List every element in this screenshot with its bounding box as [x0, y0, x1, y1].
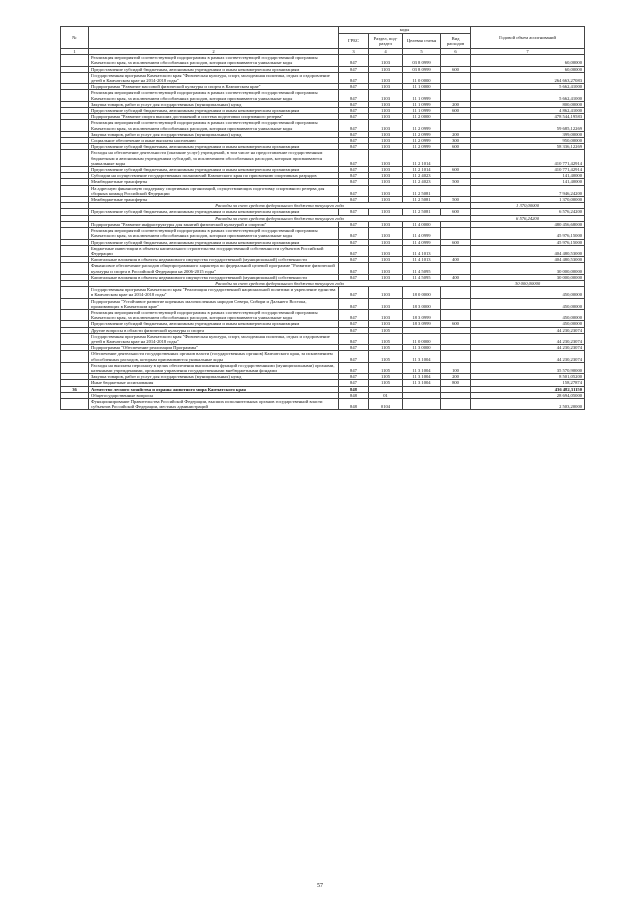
section-code: 1103: [369, 263, 403, 274]
amount-cell: 5 662,41000: [471, 90, 585, 101]
expense-type-code: 200: [441, 101, 471, 107]
target-code: 11 0 0000: [403, 333, 441, 344]
row-number: [61, 228, 89, 239]
item-name: Реализация мероприятий соответствующей подпрограммы в рамках соответствующей государственной программы Камчатского края, за исключением обособленных расходов, которым присваиваются уникальные коды: [89, 228, 339, 239]
target-code: 18 3 0999: [403, 321, 441, 327]
section-code: 1103: [369, 321, 403, 327]
expense-type-code: [441, 150, 471, 167]
target-code: 11 4 0999: [403, 228, 441, 239]
section-code: 1105: [369, 362, 403, 373]
grbs-code: 847: [339, 298, 369, 309]
target-code: 11 1 0999: [403, 108, 441, 114]
target-code: 11 0 0000: [403, 72, 441, 83]
target-code: 11 3 1004: [403, 362, 441, 373]
table-row: [61, 55, 585, 66]
expense-type-code: [441, 228, 471, 239]
grbs-code: 847: [339, 380, 369, 386]
expense-type-code: [441, 245, 471, 256]
grbs-code: 847: [339, 263, 369, 274]
section-code: 1105: [369, 327, 403, 333]
amount-cell: 141,40000: [471, 173, 585, 179]
target-code: 11 2 4023: [403, 179, 441, 185]
row-number: [61, 120, 89, 131]
section-code: 1103: [369, 298, 403, 309]
column-index-1: 1: [61, 49, 89, 55]
amount-cell: 450,00000: [471, 298, 585, 309]
header-vr: Вид расходов: [441, 34, 471, 49]
amount-cell: 6 576,24200: [471, 215, 585, 221]
amount-cell: 950,00000: [471, 138, 585, 144]
section-code: 1103: [369, 287, 403, 298]
amount-cell: 1 370,00000: [471, 203, 585, 209]
grbs-code: 847: [339, 345, 369, 351]
item-name: Предоставление субсидий бюджетным, автономным учреждениям и иным некоммерческим организациям: [89, 239, 339, 245]
item-name: Предоставление субсидий бюджетным, автономным учреждениям и иным некоммерческим организациям: [89, 321, 339, 327]
grbs-code: 847: [339, 173, 369, 179]
item-name: Закупка товаров, работ и услуг для государственных (муниципальных) нужд: [89, 374, 339, 380]
expense-type-code: [441, 72, 471, 83]
amount-cell: 44 230,23074: [471, 345, 585, 351]
expense-type-code: 200: [441, 131, 471, 137]
row-number: [61, 185, 89, 196]
target-code: 11 3 1004: [403, 374, 441, 380]
row-number: [61, 245, 89, 256]
item-name: Подпрограмма "Развитие массовой физической культуры и спорта в Камчатском крае": [89, 84, 339, 90]
section-code: 1103: [369, 84, 403, 90]
expense-type-code: 200: [441, 374, 471, 380]
amount-cell: 35 570,90000: [471, 362, 585, 373]
target-code: 03 8 0999: [403, 55, 441, 66]
item-name: Государственная программа Камчатского края "Реализация государственной национальной политики и укрепление единства в Камчатском крае на 2014-2018 годы": [89, 287, 339, 298]
amount-cell: 450,00000: [471, 309, 585, 320]
column-index-2: 2: [89, 49, 339, 55]
row-number: [61, 298, 89, 309]
table-row: [61, 398, 585, 409]
row-number: [61, 309, 89, 320]
grbs-code: 847: [339, 138, 369, 144]
note-text: Расходы за счет средств федерального бюджета текущего года: [89, 215, 471, 221]
expense-type-code: [441, 55, 471, 66]
expense-type-code: [441, 263, 471, 274]
amount-cell: 8 501,05200: [471, 374, 585, 380]
item-name: Государственная программа Камчатского края "Физическая культура, спорт, молодежная политика, отдых и оздоровление детей в Камчатском крае на 2014-2018 годы": [89, 72, 339, 83]
item-name: Расходы на выплаты персоналу в целях обеспечения выполнения функций государственными (муниципальными) органами, казенными учреждениями, органами управления государственными внебюджетными фондами: [89, 362, 339, 373]
expense-type-code: 600: [441, 108, 471, 114]
row-number: [61, 398, 89, 409]
item-name: Межбюджетные трансферты: [89, 179, 339, 185]
grbs-code: 847: [339, 321, 369, 327]
column-index-4: 4: [369, 49, 403, 55]
section-code: 1103: [369, 274, 403, 280]
expense-type-code: [441, 90, 471, 101]
target-code: 11 1 0999: [403, 90, 441, 101]
table-row: [61, 72, 585, 83]
expense-type-code: 500: [441, 179, 471, 185]
grbs-code: 847: [339, 351, 369, 362]
header-target: Целевая статья: [403, 34, 441, 49]
item-name: Предоставление субсидий бюджетным, автономным учреждениям и иным некоммерческим организациям: [89, 108, 339, 114]
item-name: Иные бюджетные ассигнования: [89, 380, 339, 386]
expense-type-code: 500: [441, 197, 471, 203]
amount-cell: 450,00000: [471, 321, 585, 327]
expense-type-code: [441, 298, 471, 309]
grbs-code: 847: [339, 228, 369, 239]
item-name: Финансовое обеспечение расходов общепрограммного характера по федеральной целевой программе "Развитие физической культуры и спорта в Российской Федерации на 2006-2015 годы": [89, 263, 339, 274]
item-name: Капитальные вложения в объекты недвижимого имущества государственной (муниципальной) собственности: [89, 257, 339, 263]
section-code: 1103: [369, 245, 403, 256]
row-number: [61, 72, 89, 83]
target-code: 11 3 1004: [403, 380, 441, 386]
header-name: [89, 27, 339, 49]
item-name: Капитальные вложения в объекты недвижимого имущества государственной (муниципальной) собственности: [89, 274, 339, 280]
amount-cell: 264 663,27083: [471, 72, 585, 83]
target-code: 11 2 5081: [403, 209, 441, 215]
section-code: 1103: [369, 108, 403, 114]
amount-cell: 30 000,00000: [471, 274, 585, 280]
table-row: [61, 228, 585, 239]
item-name: Предоставление субсидий бюджетным, автономным учреждениям и иным некоммерческим организациям: [89, 209, 339, 215]
table-header: [61, 27, 585, 55]
amount-cell: 478 544,19583: [471, 114, 585, 120]
item-name: Подпрограмма "Устойчивое развитие коренных малочисленных народов Севера, Сибири и Дальнего Востока, проживающих в Камчатском крае": [89, 298, 339, 309]
note-text: Расходы за счет средств федерального бюджета текущего года: [89, 280, 471, 286]
target-code: 11 2 5081: [403, 185, 441, 196]
item-name: Обеспечение деятельности государственных органов власти (государственных органов) Камчатского края, за исключением обособленных расходов, которым присваиваются уникальные коды: [89, 351, 339, 362]
amount-cell: 158,27874: [471, 380, 585, 386]
section-code: 1103: [369, 167, 403, 173]
section-code: 0104: [369, 398, 403, 409]
item-name: Подпрограмма "Обеспечение реализации Программы": [89, 345, 339, 351]
budget-table-page: [60, 26, 584, 410]
expense-type-code: [441, 309, 471, 320]
section-code: 1103: [369, 101, 403, 107]
section-code: 1103: [369, 221, 403, 227]
amount-cell: 1 370,00000: [471, 197, 585, 203]
expense-type-code: 600: [441, 209, 471, 215]
expense-type-code: [441, 398, 471, 409]
grbs-code: 847: [339, 362, 369, 373]
target-code: [403, 398, 441, 409]
grbs-code: 847: [339, 333, 369, 344]
header-section: Раздел, под-раздел: [369, 34, 403, 49]
amount-cell: 30 000,00000: [471, 280, 585, 286]
target-code: 11 1 0000: [403, 84, 441, 90]
section-code: 1103: [369, 120, 403, 131]
expense-type-code: 300: [441, 138, 471, 144]
item-name: Реализация мероприятий соответствующей подпрограммы в рамках соответствующей государственной программы Камчатского края, за исключением обособленных расходов, которым присваиваются уникальные коды: [89, 120, 339, 131]
item-name: Социальное обеспечение и иные выплаты населению: [89, 138, 339, 144]
expense-type-code: [441, 351, 471, 362]
grbs-code: 847: [339, 84, 369, 90]
amount-cell: 60,00000: [471, 66, 585, 72]
header-amount: Годовой объем ассигнований: [471, 27, 585, 49]
budget-table: [60, 26, 585, 410]
target-code: 11 1 0999: [403, 101, 441, 107]
target-code: 18 0 0000: [403, 287, 441, 298]
grbs-code: 847: [339, 287, 369, 298]
row-number: [61, 55, 89, 66]
section-code: 1103: [369, 138, 403, 144]
grbs-code: 847: [339, 120, 369, 131]
section-code: 1105: [369, 374, 403, 380]
grbs-code: 847: [339, 209, 369, 215]
table-body: [61, 55, 585, 410]
column-index-3: 3: [339, 49, 369, 55]
amount-cell: 410 771,42914: [471, 150, 585, 167]
section-code: 1103: [369, 90, 403, 101]
amount-cell: 59 685,12269: [471, 120, 585, 131]
item-name: Закупка товаров, работ и услуг для государственных (муниципальных) нужд: [89, 131, 339, 137]
grbs-code: 847: [339, 131, 369, 137]
section-code: 1103: [369, 72, 403, 83]
target-code: 11 3 1004: [403, 351, 441, 362]
row-number: [61, 263, 89, 274]
item-name: Реализация мероприятий соответствующей подпрограммы в рамках соответствующей государственной программы Камчатского края, за исключением обособленных расходов, которым присваиваются уникальные коды: [89, 55, 339, 66]
table-row: [61, 263, 585, 274]
target-code: 18 3 0000: [403, 298, 441, 309]
expense-type-code: 600: [441, 239, 471, 245]
target-code: 11 2 5081: [403, 197, 441, 203]
table-row: [61, 245, 585, 256]
amount-cell: 44 230,23074: [471, 333, 585, 344]
amount-cell: 800,00000: [471, 101, 585, 107]
amount-cell: 44 230,23074: [471, 327, 585, 333]
row-number: [61, 287, 89, 298]
target-code: 11 4 5095: [403, 274, 441, 280]
target-code: 11 2 1014: [403, 150, 441, 167]
section-code: 1103: [369, 144, 403, 150]
expense-type-code: [441, 185, 471, 196]
grbs-code: 847: [339, 101, 369, 107]
amount-cell: 404 480,53000: [471, 257, 585, 263]
grbs-code: 847: [339, 327, 369, 333]
target-code: 03 8 0999: [403, 66, 441, 72]
target-code: 11 4 0000: [403, 221, 441, 227]
target-code: 11 3 0000: [403, 345, 441, 351]
item-name: Функционирование Правительства Российской Федерации, высших исполнительных органов государственной власти субъектов Российской Федерации, местных администраций: [89, 398, 339, 409]
section-code: 1103: [369, 66, 403, 72]
grbs-code: 847: [339, 114, 369, 120]
item-name: Расходы на обеспечение деятельности (оказание услуг) учреждений, в том числе на предоставление государственным бюджетным и автономным учреждениям субсидий, за исключением обособленных расходов, которым присваиваются уникальные коды: [89, 150, 339, 167]
note-text: Расходы за счет средств федерального бюджета текущего года: [89, 203, 471, 209]
section-code: 1105: [369, 380, 403, 386]
grbs-code: 847: [339, 72, 369, 83]
section-code: 1105: [369, 333, 403, 344]
grbs-code: 847: [339, 245, 369, 256]
amount-cell: 44 230,23074: [471, 351, 585, 362]
amount-cell: 436 482,31150: [471, 386, 585, 392]
amount-cell: 5 662,41000: [471, 84, 585, 90]
grbs-code: 847: [339, 108, 369, 114]
grbs-code: 847: [339, 150, 369, 167]
table-row: [61, 120, 585, 131]
item-name: Предоставление субсидий бюджетным, автономным учреждениям и иным некоммерческим организациям: [89, 66, 339, 72]
target-code: 11 2 0999: [403, 120, 441, 131]
table-row: [61, 362, 585, 373]
expense-type-code: 600: [441, 66, 471, 72]
amount-cell: 2 503,20000: [471, 398, 585, 409]
amount-cell: 7 946,24200: [471, 185, 585, 196]
amount-cell: 58 336,12269: [471, 144, 585, 150]
section-code: 1103: [369, 309, 403, 320]
section-code: 1105: [369, 351, 403, 362]
header-codes: коды: [339, 27, 471, 34]
expense-type-code: 600: [441, 321, 471, 327]
item-name: Бюджетные инвестиции в объекты капитального строительства государственной собственности субъектов Российской Федерации: [89, 245, 339, 256]
row-number: [61, 351, 89, 362]
item-name: Другие вопросы в области физической культуры и спорта: [89, 327, 339, 333]
amount-cell: 410 771,42914: [471, 167, 585, 173]
grbs-code: 848: [339, 386, 369, 392]
item-name: Закупка товаров, работ и услуг для государственных (муниципальных) нужд: [89, 101, 339, 107]
column-index-7: 7: [471, 49, 585, 55]
target-code: 11 2 0999: [403, 131, 441, 137]
grbs-code: 848: [339, 398, 369, 409]
section-code: 1103: [369, 150, 403, 167]
grbs-code: 847: [339, 309, 369, 320]
table-row: [61, 287, 585, 298]
amount-cell: 45 976,15000: [471, 228, 585, 239]
expense-type-code: [441, 333, 471, 344]
table-row: [61, 298, 585, 309]
amount-cell: 60,00000: [471, 55, 585, 66]
table-row: [61, 333, 585, 344]
item-name: Межбюджетные трансферты: [89, 197, 339, 203]
grbs-code: 847: [339, 239, 369, 245]
amount-cell: 45 976,15000: [471, 239, 585, 245]
item-name: Реализация мероприятий соответствующей подпрограммы в рамках соответствующей государственной программы Камчатского края, за исключением обособленных расходов, которым присваиваются уникальные коды: [89, 90, 339, 101]
table-row: [61, 150, 585, 167]
grbs-code: 848: [339, 392, 369, 398]
amount-cell: 6 576,24200: [471, 209, 585, 215]
target-code: 11 2 0999: [403, 144, 441, 150]
grbs-code: 847: [339, 55, 369, 66]
target-code: 11 4 5095: [403, 263, 441, 274]
item-name: Предоставление субсидий бюджетным, автономным учреждениям и иным некоммерческим организациям: [89, 144, 339, 150]
grbs-code: 847: [339, 167, 369, 173]
expense-type-code: 600: [441, 144, 471, 150]
table-row: [61, 351, 585, 362]
column-index-5: 5: [403, 49, 441, 55]
section-code: 1103: [369, 173, 403, 179]
section-code: 1103: [369, 209, 403, 215]
amount-cell: 30 000,00000: [471, 263, 585, 274]
section-code: 1103: [369, 197, 403, 203]
item-name: Государственная программа Камчатского края "Физическая культура, спорт, молодежная политика, отдых и оздоровление детей в Камчатском крае на 2014-2018 годы": [89, 333, 339, 344]
grbs-code: 847: [339, 221, 369, 227]
column-index-6: 6: [441, 49, 471, 55]
item-name: Общегосударственные вопросы: [89, 392, 339, 398]
section-code: 01: [369, 392, 403, 398]
row-number: 36: [61, 386, 89, 392]
target-code: 11 2 4023: [403, 173, 441, 179]
expense-type-code: 100: [441, 362, 471, 373]
amount-cell: 399,00000: [471, 131, 585, 137]
grbs-code: 847: [339, 144, 369, 150]
target-code: 11 4 1013: [403, 245, 441, 256]
section-code: 1103: [369, 131, 403, 137]
section-code: 1103: [369, 179, 403, 185]
target-code: 11 2 1014: [403, 167, 441, 173]
item-name: Подпрограмма "Развитие инфраструктуры для занятий физической культурой и спортом": [89, 221, 339, 227]
grbs-code: 847: [339, 197, 369, 203]
amount-cell: 480 456,68000: [471, 221, 585, 227]
grbs-code: 847: [339, 374, 369, 380]
target-code: 11 4 1013: [403, 257, 441, 263]
target-code: 11 2 0000: [403, 114, 441, 120]
table-row: [61, 185, 585, 196]
header-number: №: [61, 27, 89, 49]
section-code: 1105: [369, 345, 403, 351]
target-code: 18 3 0999: [403, 309, 441, 320]
grbs-code: 847: [339, 179, 369, 185]
item-name: На адресную финансовую поддержку спортивных организаций, осуществляющих подготовку спортивного резерва для сборных команд Российской Федерации: [89, 185, 339, 196]
grbs-code: 847: [339, 274, 369, 280]
row-number: [61, 333, 89, 344]
item-name: Субсидии на осуществление государственных полномочий Камчатского края по присвоению спортивных разрядов: [89, 173, 339, 179]
section-code: 1103: [369, 228, 403, 239]
grbs-code: 847: [339, 185, 369, 196]
item-name: Реализация мероприятий соответствующей подпрограммы в рамках соответствующей государственной программы Камчатского края, за исключением обособленных расходов, которым присваиваются уникальные коды: [89, 309, 339, 320]
grbs-code: 847: [339, 66, 369, 72]
expense-type-code: 400: [441, 257, 471, 263]
item-name: Предоставление субсидий бюджетным, автономным учреждениям и иным некоммерческим организациям: [89, 167, 339, 173]
header-grbs: ГРБС: [339, 34, 369, 49]
section-code: 1103: [369, 114, 403, 120]
expense-type-code: [441, 287, 471, 298]
amount-cell: 450,00000: [471, 287, 585, 298]
grbs-code: 847: [339, 90, 369, 101]
expense-type-code: [441, 120, 471, 131]
row-number: [61, 150, 89, 167]
item-name: Агентство лесного хозяйства и охраны животного мира Камчатского края: [89, 386, 339, 392]
section-code: 1103: [369, 239, 403, 245]
table-row: [61, 309, 585, 320]
table-row: [61, 90, 585, 101]
section-code: 1103: [369, 257, 403, 263]
page-number: 57: [317, 883, 323, 889]
grbs-code: 847: [339, 257, 369, 263]
target-code: 11 4 0999: [403, 239, 441, 245]
item-name: Подпрограмма "Развитие спорта высших достижений и система подготовки спортивного резерва": [89, 114, 339, 120]
expense-type-code: 800: [441, 380, 471, 386]
amount-cell: 28 694,05000: [471, 392, 585, 398]
row-number: [61, 362, 89, 373]
amount-cell: 141,40000: [471, 179, 585, 185]
expense-type-code: 600: [441, 167, 471, 173]
section-code: 1103: [369, 185, 403, 196]
expense-type-code: 400: [441, 274, 471, 280]
row-number: [61, 90, 89, 101]
section-code: 1103: [369, 55, 403, 66]
target-code: 11 2 0999: [403, 138, 441, 144]
amount-cell: 4 862,41000: [471, 108, 585, 114]
amount-cell: 404 480,53000: [471, 245, 585, 256]
